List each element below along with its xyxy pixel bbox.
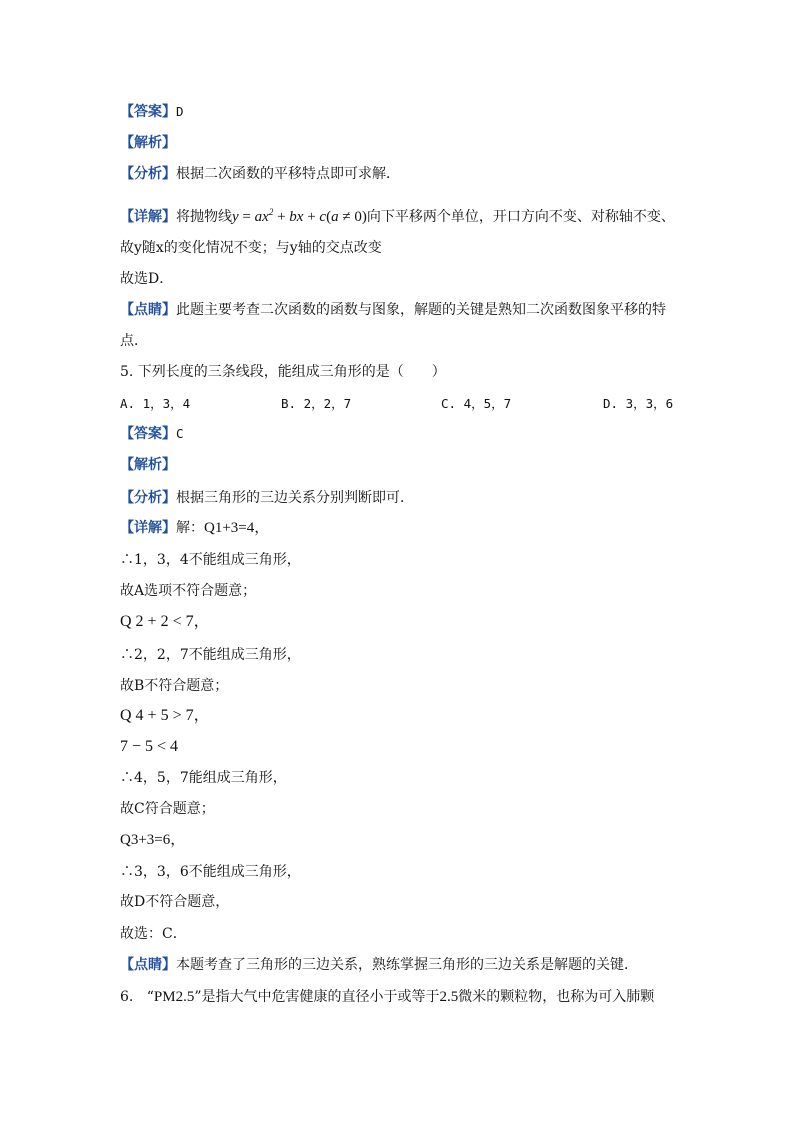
q4-analysis-tag-line xyxy=(120,133,176,153)
fenxi-tag: 【分析】 xyxy=(120,490,176,506)
fenxi-text: 根据二次函数的平移特点即可求解． xyxy=(176,166,400,182)
equation-3: Q 4 + 5 > 7， xyxy=(120,707,210,724)
q4-answer-line xyxy=(120,102,184,122)
q5-fenxi-line xyxy=(120,488,414,508)
answer-value: D xyxy=(176,104,184,119)
q5-choose: 故选：C． xyxy=(120,926,187,942)
q5-l3: ∴2，2，7不能组成三角形， xyxy=(120,647,301,663)
q5-answer-line xyxy=(120,424,184,444)
q5-l7: ∴3，3，6不能组成三角形， xyxy=(120,864,301,880)
fenxi-text: 根据三角形的三边关系分别判断即可． xyxy=(176,490,414,506)
q4-line2: 故y随x的变化情况不变；与y轴的交点改变 xyxy=(120,240,382,256)
dianjing-tag: 【点睛】 xyxy=(120,957,176,973)
q4-dianjing-cont: 点． xyxy=(120,333,148,349)
xiangjie-pre: 将抛物线 xyxy=(176,209,232,225)
q6-value: 2.5 xyxy=(439,989,459,1005)
q5-dianjing-line xyxy=(120,955,638,975)
option-c: C. 4，5，7 xyxy=(441,396,512,411)
q4-xiangjie-line xyxy=(120,202,675,227)
xiangjie-text: 解： xyxy=(176,520,204,536)
answer-tag: 【答案】 xyxy=(120,104,176,120)
q5-analysis-tag-line xyxy=(120,455,176,475)
q5-l8: 故D不符合题意， xyxy=(120,894,230,910)
answer-value: C xyxy=(176,426,184,441)
xiangjie-tag: 【详解】 xyxy=(120,209,176,225)
q6-quote-open: “ xyxy=(146,989,154,1005)
option-a: A. 1，3，4 xyxy=(120,396,191,411)
equation-2: Q 2 + 2 < 7， xyxy=(120,613,210,630)
q5-stem: 5. 下列长度的三条线段，能组成三角形的是（ ） xyxy=(120,364,446,380)
q6-number: 6. xyxy=(120,989,134,1005)
q6-quote-close: ” xyxy=(194,989,202,1005)
answer-tag: 【答案】 xyxy=(120,426,176,442)
parabola-formula: $y = ax^2$ + bx + c(a ≠ 0) xyxy=(232,207,367,225)
q4-fenxi-line xyxy=(120,164,400,184)
q5-l2: 故A选项不符合题意； xyxy=(120,583,257,599)
q5-l5: ∴4，5，7能组成三角形， xyxy=(120,770,287,786)
q6-text1: 是指大气中危害健康的直径小于或等于 xyxy=(201,989,440,1005)
analysis-tag: 【解析】 xyxy=(120,457,176,473)
analysis-tag: 【解析】 xyxy=(120,135,176,151)
fenxi-tag: 【分析】 xyxy=(120,166,176,182)
xiangjie-post: 向下平移两个单位，开口方向不变、对称轴不变、 xyxy=(366,209,675,225)
option-d: D. 3，3，6 xyxy=(603,396,674,411)
dianjing-text: 此题主要考查二次函数的函数与图象，解题的关键是熟知二次函数图象平移的特 xyxy=(176,302,666,318)
xiangjie-tag: 【详解】 xyxy=(120,520,176,536)
dianjing-tag: 【点睛】 xyxy=(120,302,176,318)
q5-l6: 故C符合题意； xyxy=(120,801,215,817)
equation-5: Q3+3=6， xyxy=(120,832,186,848)
dianjing-text: 本题考查了三角形的三边关系，熟练掌握三角形的三边关系是解题的关键． xyxy=(176,957,638,973)
q4-choose: 故选D． xyxy=(120,271,174,287)
option-b: B. 2，2，7 xyxy=(281,396,352,411)
q6-pm-term: PM2.5 xyxy=(153,989,195,1005)
equation-1: Q1+3=4， xyxy=(204,520,270,536)
q4-dianjing-line xyxy=(120,300,666,320)
q5-l4: 故B不符合题意； xyxy=(120,678,229,694)
q6-stem xyxy=(120,987,654,1007)
equation-4: 7 − 5 < 4 xyxy=(120,738,179,755)
q5-xiangjie-line xyxy=(120,518,269,538)
q6-text2: 微米的颗粒物，也称为可入肺颗 xyxy=(458,989,655,1005)
q5-l1: ∴1，3，4不能组成三角形， xyxy=(120,552,301,568)
